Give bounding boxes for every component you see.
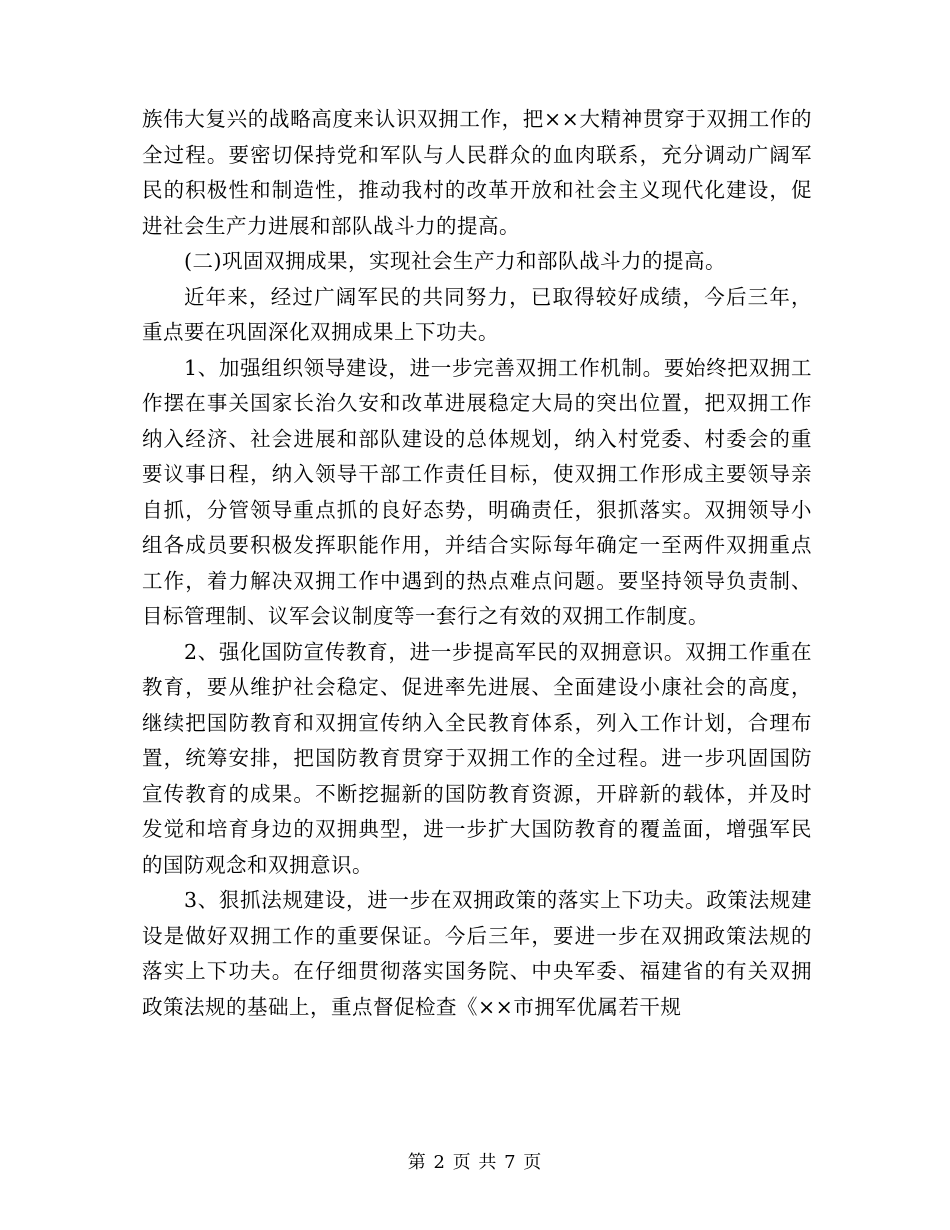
paragraph-item-1: 1、加强组织领导建设，进一步完善双拥工作机制。要始终把双拥工作摆在事关国家长治久安和改革进展稳定大局的突出位置，把双拥工作纳入经济、社会进展和部队建设的总体规划，纳入村党委、村委会的重要议事日程，纳入领导干部工作责任目标，使双拥工作形成主要领导亲自抓，分管领导重点抓的良好态势，明确责任，狠抓落实。双拥领导小组各成员要积极发挥职能作用，并结合实际每年确定一至两件双拥重点工作，着力解决双拥工作中遇到的热点难点问题。要坚持领导负责制、目标管理制、议军会议制度等一套行之有效的双拥工作制度。 [142, 355, 812, 628]
paragraph-item-3: 3、狠抓法规建设，进一步在双拥政策的落实上下功夫。政策法规建设是做好双拥工作的重要保证。今后三年，要进一步在双拥政策法规的落实上下功夫。在仔细贯彻落实国务院、中央军委、福建省的有关双拥政策法规的基础上，重点督促检查《××市拥军优属若干规 [142, 888, 812, 1019]
paragraph-item-2: 2、强化国防宣传教育，进一步提高军民的双拥意识。双拥工作重在教育，要从维护社会稳定、促进率先进展、全面建设小康社会的高度，继续把国防教育和双拥宣传纳入全民教育体系，列入工作计划，合理布置，统筹安排，把国防教育贯穿于双拥工作的全过程。进一步巩固国防宣传教育的成果。不断挖掘新的国防教育资源，开辟新的载体，并及时发觉和培育身边的双拥典型，进一步扩大国防教育的覆盖面，增强军民的国防观念和双拥意识。 [142, 639, 812, 877]
page-number-footer: 第 2 页 共 7 页 [407, 1152, 543, 1173]
section-heading: (二)巩固双拥成果，实现社会生产力和部队战斗力的提高。 [184, 249, 726, 273]
document-body [142, 102, 812, 1025]
paragraph-continuation: 族伟大复兴的战略高度来认识双拥工作，把××大精神贯穿于双拥工作的全过程。要密切保持党和军队与人民群众的血肉联系，充分调动广阔军民的积极性和制造性，推动我村的改革开放和社会主义现代化建设，促进社会生产力进展和部队战斗力的提高。 [142, 107, 812, 238]
paragraph: 近年来，经过广阔军民的共同努力，已取得较好成绩，今后三年，重点要在巩固深化双拥成果上下功夫。 [142, 284, 812, 344]
